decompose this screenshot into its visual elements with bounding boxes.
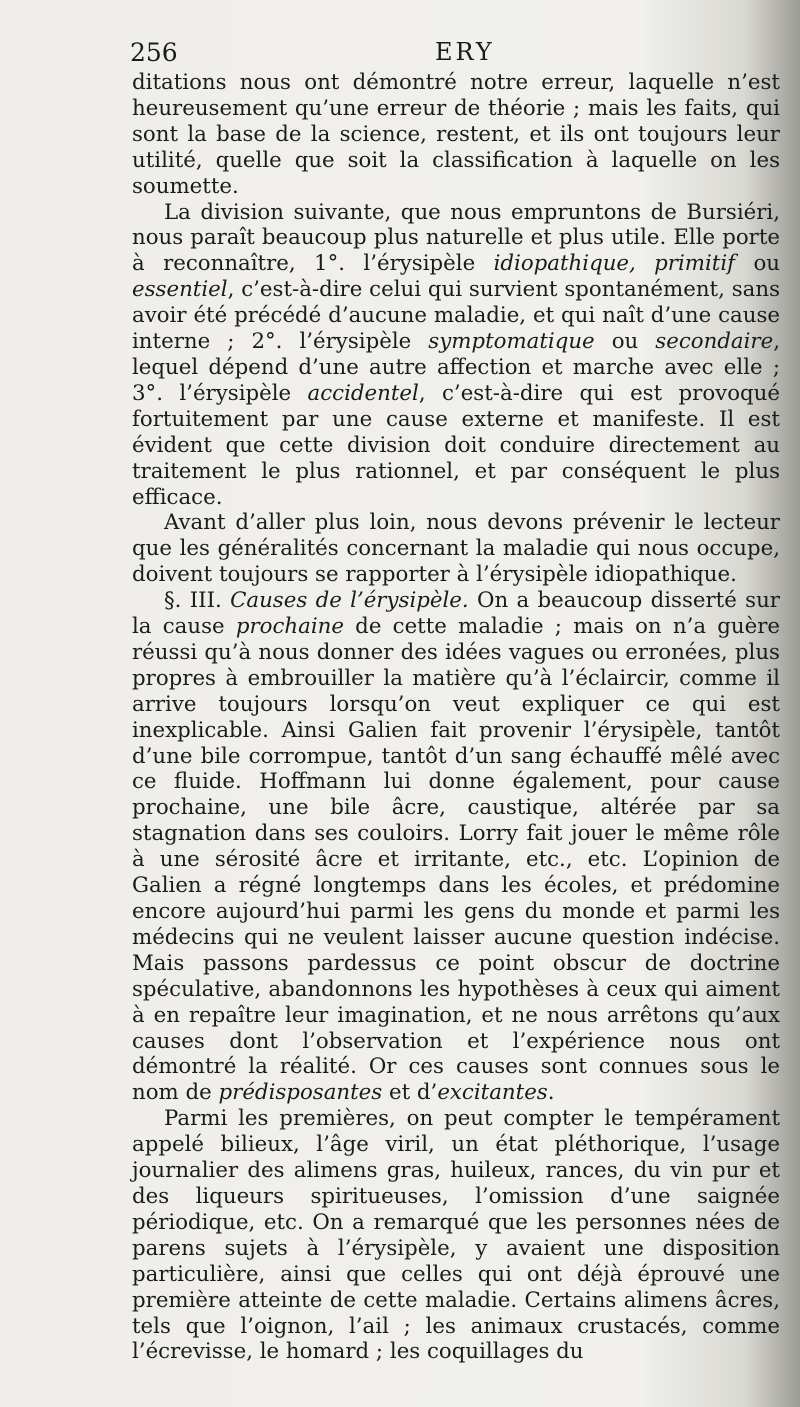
text-run: de cette maladie ; mais on n’a guère réussi qu’à nous donner des idées vagues ou erronées, plus propres à embrouiller la matière qu’à l’éclaircir, comme il arrive toujours lorsqu’on veut expliquer ce qui est inexplicable. Ainsi Galien fait provenir l’érysipèle, tantôt d’une bile corrompue, tantôt d’un sang échauffé mêlé avec ce fluide. Hoffmann lui donne également, pour cause prochaine, une bile âcre, caustique, altérée par sa stagnation dans ses couloirs. Lorry fait jouer le même rôle à une sérosité âcre et irritante, etc., etc. L’opinion de Galien a régné longtemps dans les écoles, et prédomine encore aujourd’hui parmi les gens du monde et parmi les médecins qui ne veulent laisser aucune question indécise. Mais passons pardessus ce point obscur de doctrine spéculative, abandonnons les hypothèses à ceux qui aiment à en repaître leur imagination, et ne nous arrêtons qu’aux causes dont l’observation et l’expérience nous ont démontré la réalité. Or ces causes sont connues sous le nom de bbox=[132, 614, 780, 1106]
paragraph-2 bbox=[132, 200, 780, 511]
running-head: ERY bbox=[435, 38, 495, 66]
italic-text-run: prochaine bbox=[235, 614, 344, 640]
text-run: , c’est-à-dire celui qui survient spontanément, sans avoir été précédé d’aucune maladie, et qui naît d’une cause interne ; 2°. l’érysipèle bbox=[132, 277, 780, 355]
body-text bbox=[132, 70, 780, 1365]
page-number: 256 bbox=[130, 38, 178, 67]
italic-text-run: accidentel bbox=[307, 380, 419, 406]
paragraph-3 bbox=[132, 510, 780, 588]
italic-text-run: essentiel bbox=[132, 277, 228, 303]
text-run: ditations nous ont démontré notre erreur, laquelle n’est heureusement qu’une erreur de théorie ; mais les faits, qui sont la base de la science, restent, et ils ont toujours leur utilité, quelle que soit la classification à laquelle on les soumette. bbox=[132, 70, 780, 199]
italic-text-run: secondaire bbox=[655, 329, 774, 355]
italic-text-run: Causes de l’érysipèle. bbox=[230, 588, 469, 614]
text-run: Avant d’aller plus loin, nous devons prévenir le lecteur que les généralités concernant la maladie qui nous occupe, doivent toujours se rapporter à l’érysipèle idiopathique. bbox=[132, 510, 780, 588]
text-run: La division suivante, que nous empruntons de Bursiéri, nous paraît beaucoup plus naturelle et plus utile. Elle porte à reconnaître, 1°. l’érysipèle bbox=[132, 199, 780, 277]
text-run: . bbox=[547, 1080, 555, 1106]
text-run: , lequel dépend d’une autre affection et marche avec elle ; 3°. l’érysipèle bbox=[132, 329, 781, 406]
text-run: et d’ bbox=[382, 1080, 438, 1106]
text-run: ou bbox=[594, 329, 656, 355]
text-run: On a beaucoup disserté sur la cause bbox=[132, 588, 780, 640]
italic-text-run: excitantes bbox=[437, 1080, 548, 1106]
paragraph-5 bbox=[132, 1106, 780, 1365]
paragraph-4 bbox=[132, 588, 780, 1106]
italic-text-run: symptomatique bbox=[428, 329, 595, 355]
italic-text-run: idiopathique, primitif bbox=[493, 251, 736, 277]
text-run: , c’est-à-dire qui est provoqué fortuitement par une cause externe et manifeste. Il est évident que cette division doit conduire directement au traitement le plus rationnel, et par conséquent le plus efficace. bbox=[132, 380, 780, 510]
page-header bbox=[130, 38, 770, 74]
text-run: ou bbox=[735, 251, 780, 277]
italic-text-run: prédisposantes bbox=[218, 1080, 383, 1106]
paragraph-1 bbox=[132, 70, 780, 200]
text-run: Parmi les premières, on peut compter le tempérament appelé bilieux, l’âge viril, un état pléthorique, l’usage journalier des alimens gras, huileux, rances, du vin pur et des liqueurs spiritueuses, l’omission d’une saignée périodique, etc. On a remarqué que les personnes nées de parens sujets à l’érysipèle, y avaient une disposition particulière, ainsi que celles qui ont déjà éprouvé une première atteinte de cette maladie. Certains alimens âcres, tels que l’oignon, l’ail ; les animaux crustacés, comme l’écrevisse, le homard ; les coquillages du bbox=[132, 1106, 780, 1365]
text-run: §. III. bbox=[164, 588, 231, 614]
